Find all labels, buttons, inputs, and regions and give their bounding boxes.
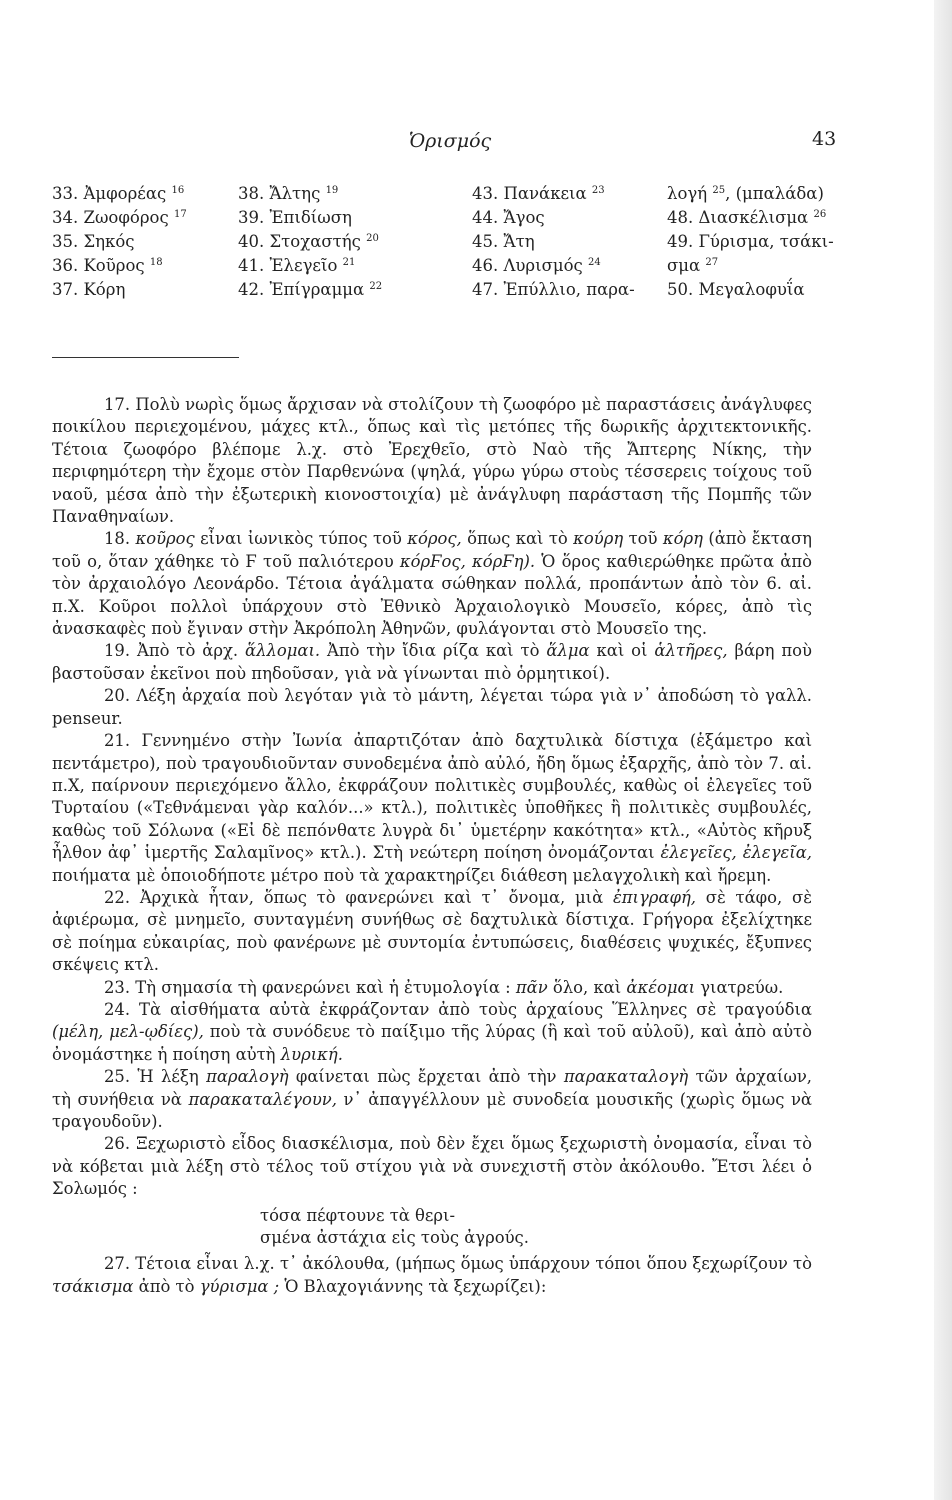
quote-line: σμένα ἀστάχια εἰς τοὺς ἀγρούς. (260, 1228, 529, 1248)
index-entry: 35. Σηκός (52, 232, 135, 251)
footnote-rule (52, 357, 239, 358)
index-entry: 49. Γύρισμα, τσάκι- (667, 232, 834, 251)
footnote-25: 25. Ἡ λέξη παραλογὴ φαίνεται πὼς ἔρχεται ἀπὸ τὴν παρακαταλογὴ τῶν ἀρχαίων, τὴ συνήθεια νὰ παρακαταλέγουν, ν᾽ ἀπαγγέλλουν μὲ συνοδεία μουσικῆς (χωρὶς ὅμως νὰ τραγουδοῦν). (52, 1067, 813, 1131)
footnote-17: 17. Πολὺ νωρὶς ὅμως ἄρχισαν νὰ στολίζουν τὴ ζωοφόρο μὲ παραστάσεις ἀνάγλυφες ποικίλου περιεχομένου, μάχες κτλ., ὅπως καὶ τὶς μετόπες τῆς δωρικῆς ἀρχιτεκτονικῆς. Τέτοια ζωοφόρο βλέπομε λ.χ. στὸ Ἐρεχθεῖο, στὸ Ναὸ τῆς Ἄπτερης Νίκης, τὴν περιφημότερη τὴν ἔχομε στὸν Παρθενώνα (ψηλά, γύρω γύρω στοὺς τέσσερεις τοίχους τοῦ ναοῦ, μέσα ἀπὸ τὴν ἐξωτερικὴ κιονοστοιχία) μὲ ἀνάγλυφη παράσταση τῆς Πομπῆς τῶν Παναθηναίων. (52, 395, 812, 527)
index-column-3 (472, 182, 635, 302)
index-entry: 46. Λυρισμός $^{24}$ (472, 256, 601, 275)
index-entry: σμα $^{27}$ (667, 256, 719, 275)
index-entry: 44. Ἄγος (472, 208, 545, 227)
index-entry: 50. Μεγαλοφυΐα (667, 280, 805, 299)
index-column-4 (667, 182, 834, 302)
index-entry: 38. Ἄλτης $^{19}$ (238, 184, 339, 203)
index-entry: 48. Διασκέλισμα $^{26}$ (667, 208, 827, 227)
index-entry: 33. Ἀμφορέας $^{16}$ (52, 184, 185, 203)
index-entry: 40. Στοχαστής $^{20}$ (238, 232, 379, 251)
footnote-22: 22. Ἀρχικὰ ἦταν, ὅπως τὸ φανερώνει καὶ τ᾽ ὄνομα, μιὰ ἐπιγραφή, σὲ τάφο, σὲ ἀφιέρωμα, σὲ μνημεῖο, συνταγμένη συνήθως σὲ δαχτυλικὰ δίστιχα. Γρήγορα ἐξελίχτηκε σὲ ποίημα εὐκαιρίας, ποὺ φανέρωνε μὲ συντομία ἐντυπώσεις, διαθέσεις ψυχικές, ἔξυπνες σκέψεις κτλ. (52, 887, 812, 975)
index-column-2 (238, 182, 382, 302)
footnotes (52, 394, 812, 1298)
index-entry: λογή $^{25}$, (μπαλάδα) (667, 184, 824, 203)
footnote-27: 27. Τέτοια εἶναι λ.χ. τ᾽ ἀκόλουθα, (μήπως ὅμως ὑπάρχουν τόποι ὅπου ξεχωρίζουν τὸ τσάκισμα ἀπὸ τὸ γύρισμα ; Ὁ Βλαχογιάννης τὰ ξεχωρίζει): (52, 1254, 812, 1296)
running-title: Ὁρισμός (408, 130, 492, 152)
index-entry: 41. Ἐλεγεῖο $^{21}$ (238, 256, 356, 275)
footnote-21: 21. Γεννημένο στὴν Ἰωνία ἀπαρτιζόταν ἀπὸ δαχτυλικὰ δίστιχα (ἑξάμετρο καὶ πεντάμετρο), ποὺ τραγουδιοῦνταν συνοδεμένα ἀπὸ αὐλό, ἤδη ὅμως ἐξαρχῆς, ἀπὸ τὸν 7. αἰ. π.Χ, παίρνουν περιεχόμενο ἄλλο, ἐκφράζουν πολιτικὲς συμβουλές, καθὼς οἱ ἐλεγεῖες τοῦ Τυρταίου («Τεθνάμεναι γὰρ καλόν...» κτλ.), πολιτικὲς ὑποθῆκες ἢ πολιτικὲς συμβουλές, καθὼς τοῦ Σόλωνα («Εἰ δὲ πεπόνθατε λυγρὰ δι᾽ ὑμετέρην κακότητα» κτλ., «Αὐτὸς κῆρυξ ἦλθον ἀφ᾽ ἱμερτῆς Σαλαμῖνος» κτλ.). Στὴ νεώτερη ποίηση ὀνομάζονται ἐλεγεῖες, ἐλεγεῖα, ποιήματα μὲ ὁποιοδήποτε μέτρο ποὺ τὰ χαρακτηρίζει διάθεση μελαγχολικὴ καὶ ἤρεμη. (52, 731, 813, 885)
index-entry: 45. Ἄτη (472, 232, 535, 251)
page-edge (934, 0, 952, 1500)
footnote-20: 20. Λέξη ἀρχαία ποὺ λεγόταν γιὰ τὸ μάντη, λέγεται τώρα γιὰ ν᾽ ἀποδώση τὸ γαλλ. penseur. (52, 686, 812, 728)
index-entry: 43. Πανάκεια $^{23}$ (472, 184, 605, 203)
footnote-18: 18. κοῦρος εἶναι ἰωνικὸς τύπος τοῦ κόρος, ὅπως καὶ τὸ κούρη τοῦ κόρη (ἀπὸ ἔκταση τοῦ ο, ὅταν χάθηκε τὸ Ϝ τοῦ παλιότερου κόρϜος, κόρϜη). Ὁ ὅρος καθιερώθηκε πρῶτα ἀπὸ τὸν ἀρχαιολόγο Λεονάρδο. Τέτοια ἀγάλματα σώθηκαν πολλά, προπάντων ἀπὸ τὸν 6. αἰ. π.Χ. Κοῦροι πολλοὶ ὑπάρχουν στὸ Ἐθνικὸ Ἀρχαιολογικὸ Μουσεῖο, κόρες, ἀπὸ τὶς ἀνασκαφὲς ποὺ ἔγιναν στὴν Ἀκρόπολη Ἀθηνῶν, φυλάγονται στὸ Μουσεῖο της. (52, 529, 812, 639)
index-entry: 42. Ἐπίγραμμα $^{22}$ (238, 280, 383, 299)
solomos-quote (260, 1205, 812, 1250)
footnote-26: 26. Ξεχωριστὸ εἶδος διασκέλισμα, ποὺ δὲν ἔχει ὅμως ξεχωριστὴ ὀνομασία, εἶναι τὸ νὰ κόβεται μιὰ λέξη στὸ τέλος τοῦ στίχου γιὰ νὰ συνεχιστῆ στὸν ἀκόλουθο. Ἔτσι λέει ὁ Σολωμός : (52, 1134, 812, 1199)
index-column-1 (52, 182, 187, 302)
page-number: 43 (812, 128, 837, 150)
index-entry: 39. Ἐπιδίωση (238, 208, 352, 227)
footnote-24: 24. Τὰ αἰσθήματα αὐτὰ ἐκφράζονταν ἀπὸ τοὺς ἀρχαίους Ἕλληνες σὲ τραγούδια (μέλη, μελ-ῳδίες), ποὺ τὰ συνόδευε τὸ παίξιμο τῆς λύρας (ἢ καὶ τοῦ αὐλοῦ), καὶ ἀπὸ αὐτὸ ὀνομάστηκε ἡ ποίηση αὐτὴ λυρική. (52, 999, 812, 1064)
index-entry: 36. Κοῦρος $^{18}$ (52, 256, 163, 275)
footnote-23: 23. Τὴ σημασία τὴ φανερώνει καὶ ἡ ἐτυμολογία : πᾶν ὅλο, καὶ ἀκέομαι γιατρεύω. (104, 977, 784, 997)
index-entry: 37. Κόρη (52, 280, 126, 299)
index-entry: 47. Ἐπύλλιο, παρα- (472, 280, 635, 299)
index-entry: 34. Ζωοφόρος $^{17}$ (52, 208, 187, 227)
quote-line: τόσα πέφτουνε τὰ θερι- (260, 1205, 456, 1225)
footnote-19: 19. Ἀπὸ τὸ ἀρχ. ἅλλομαι. Ἀπὸ τὴν ἴδια ρίζα καὶ τὸ ἅλμα καὶ οἱ ἁλτῆρες, βάρη ποὺ βαστοῦσαν ἐκεῖνοι ποὺ πηδοῦσαν, γιὰ νὰ γίνωνται πιὸ ὁρμητικοί). (52, 641, 813, 683)
